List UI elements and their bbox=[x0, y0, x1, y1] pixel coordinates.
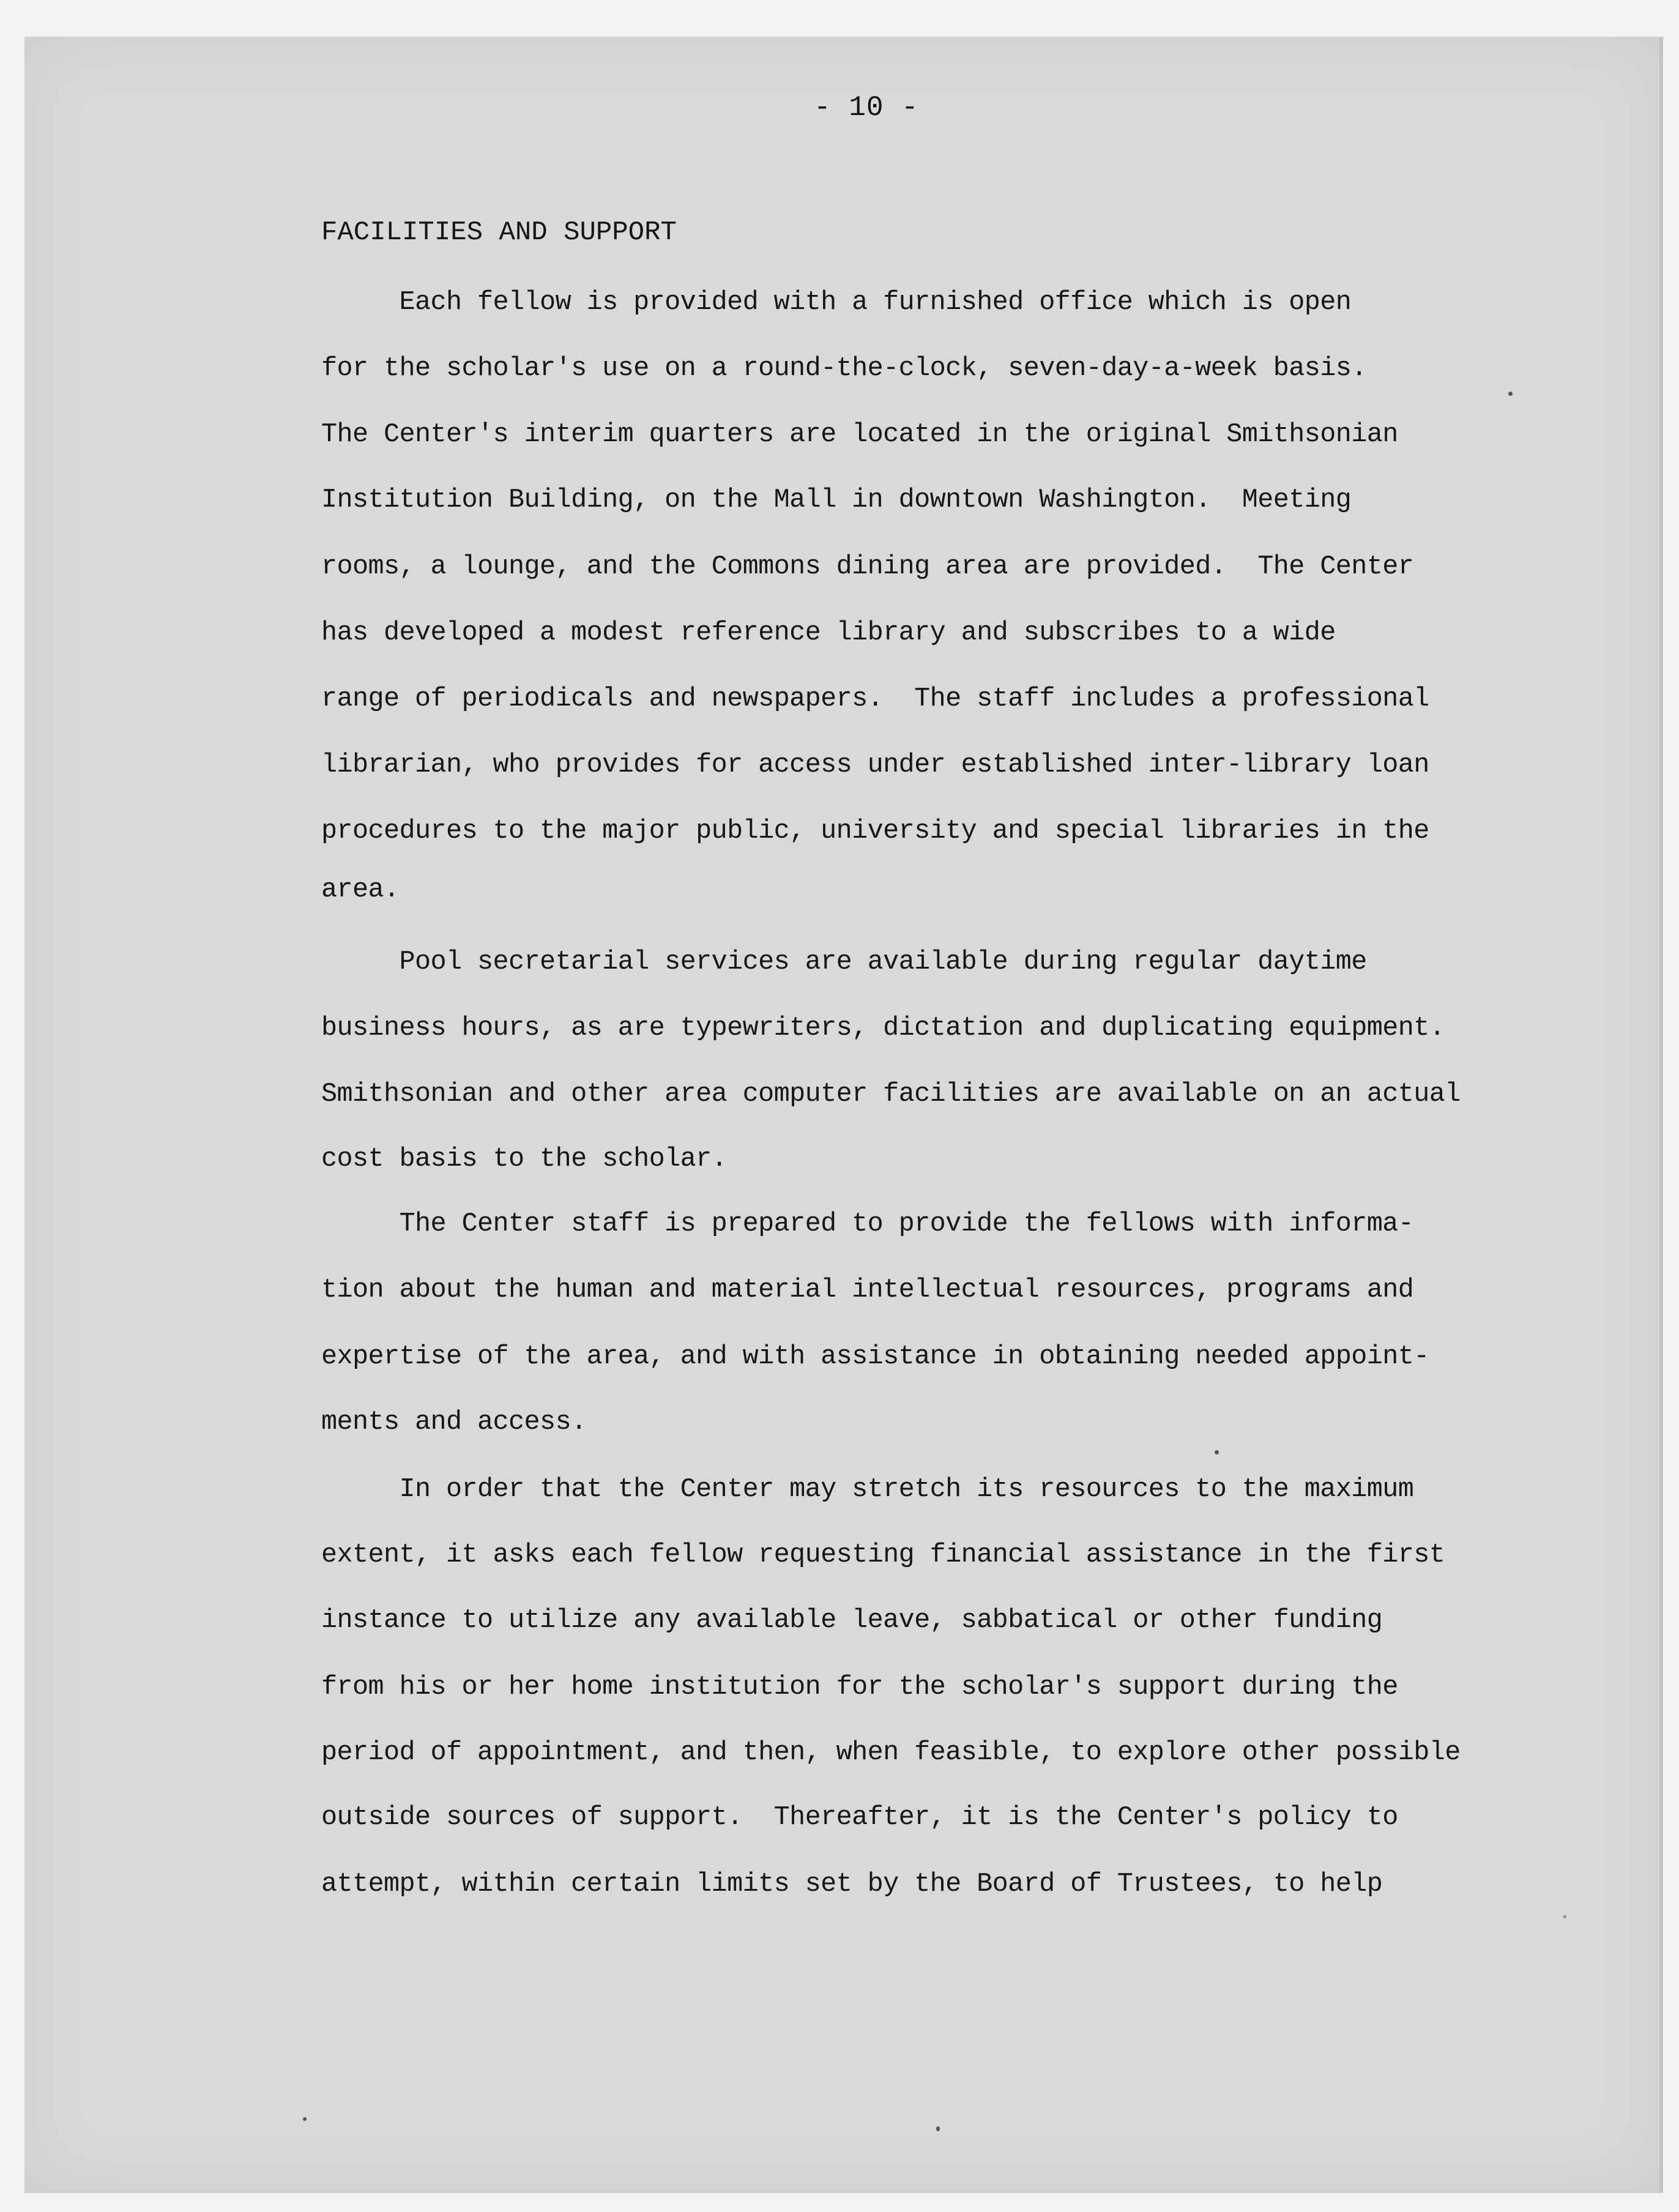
text-line: has developed a modest reference library and subscribes to a wide bbox=[321, 618, 1336, 648]
text-line: cost basis to the scholar. bbox=[321, 1144, 728, 1174]
text-line: Institution Building, on the Mall in downtown Washington. Meeting bbox=[321, 485, 1352, 515]
text-line: Smithsonian and other area computer facilities are available on an actual bbox=[321, 1079, 1461, 1109]
text-line: attempt, within certain limits set by the Board of Trustees, to help bbox=[321, 1869, 1383, 1899]
text-line: extent, it asks each fellow requesting financial assistance in the first bbox=[321, 1540, 1445, 1570]
text-line: librarian, who provides for access under established inter-library loan bbox=[321, 750, 1429, 780]
page-number: - 10 - bbox=[814, 92, 919, 124]
text-line: rooms, a lounge, and the Commons dining area are provided. The Center bbox=[321, 552, 1414, 582]
text-line: expertise of the area, and with assistance in obtaining needed appoint- bbox=[321, 1342, 1429, 1372]
text-line: period of appointment, and then, when feasible, to explore other possible bbox=[321, 1738, 1461, 1768]
section-heading: FACILITIES AND SUPPORT bbox=[321, 217, 677, 248]
paper-speck bbox=[936, 2126, 940, 2131]
text-line: Each fellow is provided with a furnished office which is open bbox=[321, 288, 1352, 318]
text-line: The Center's interim quarters are located in the original Smithsonian bbox=[321, 420, 1398, 450]
text-line: The Center staff is prepared to provide the fellows with informa- bbox=[321, 1209, 1414, 1239]
text-line: instance to utilize any available leave, sabbatical or other funding bbox=[321, 1606, 1383, 1636]
paper-speck bbox=[1563, 1915, 1566, 1918]
text-line: Pool secretarial services are available during regular daytime bbox=[321, 947, 1367, 977]
text-line: for the scholar's use on a round-the-clock, seven-day-a-week basis. bbox=[321, 354, 1367, 384]
text-line: In order that the Center may stretch its resources to the maximum bbox=[321, 1475, 1414, 1505]
text-line: tion about the human and material intellectual resources, programs and bbox=[321, 1275, 1414, 1305]
text-line: area. bbox=[321, 875, 400, 905]
paper-speck bbox=[1215, 1450, 1219, 1454]
text-line: procedures to the major public, university and special libraries in the bbox=[321, 816, 1429, 846]
text-line: business hours, as are typewriters, dictation and duplicating equipment. bbox=[321, 1013, 1445, 1043]
text-line: range of periodicals and newspapers. The staff includes a professional bbox=[321, 684, 1429, 714]
paper-speck bbox=[1508, 392, 1513, 396]
text-line: ments and access. bbox=[321, 1407, 587, 1437]
text-line: from his or her home institution for the scholar's support during the bbox=[321, 1672, 1398, 1702]
paper-speck bbox=[303, 2117, 307, 2121]
text-line: outside sources of support. Thereafter, it is the Center's policy to bbox=[321, 1803, 1398, 1833]
